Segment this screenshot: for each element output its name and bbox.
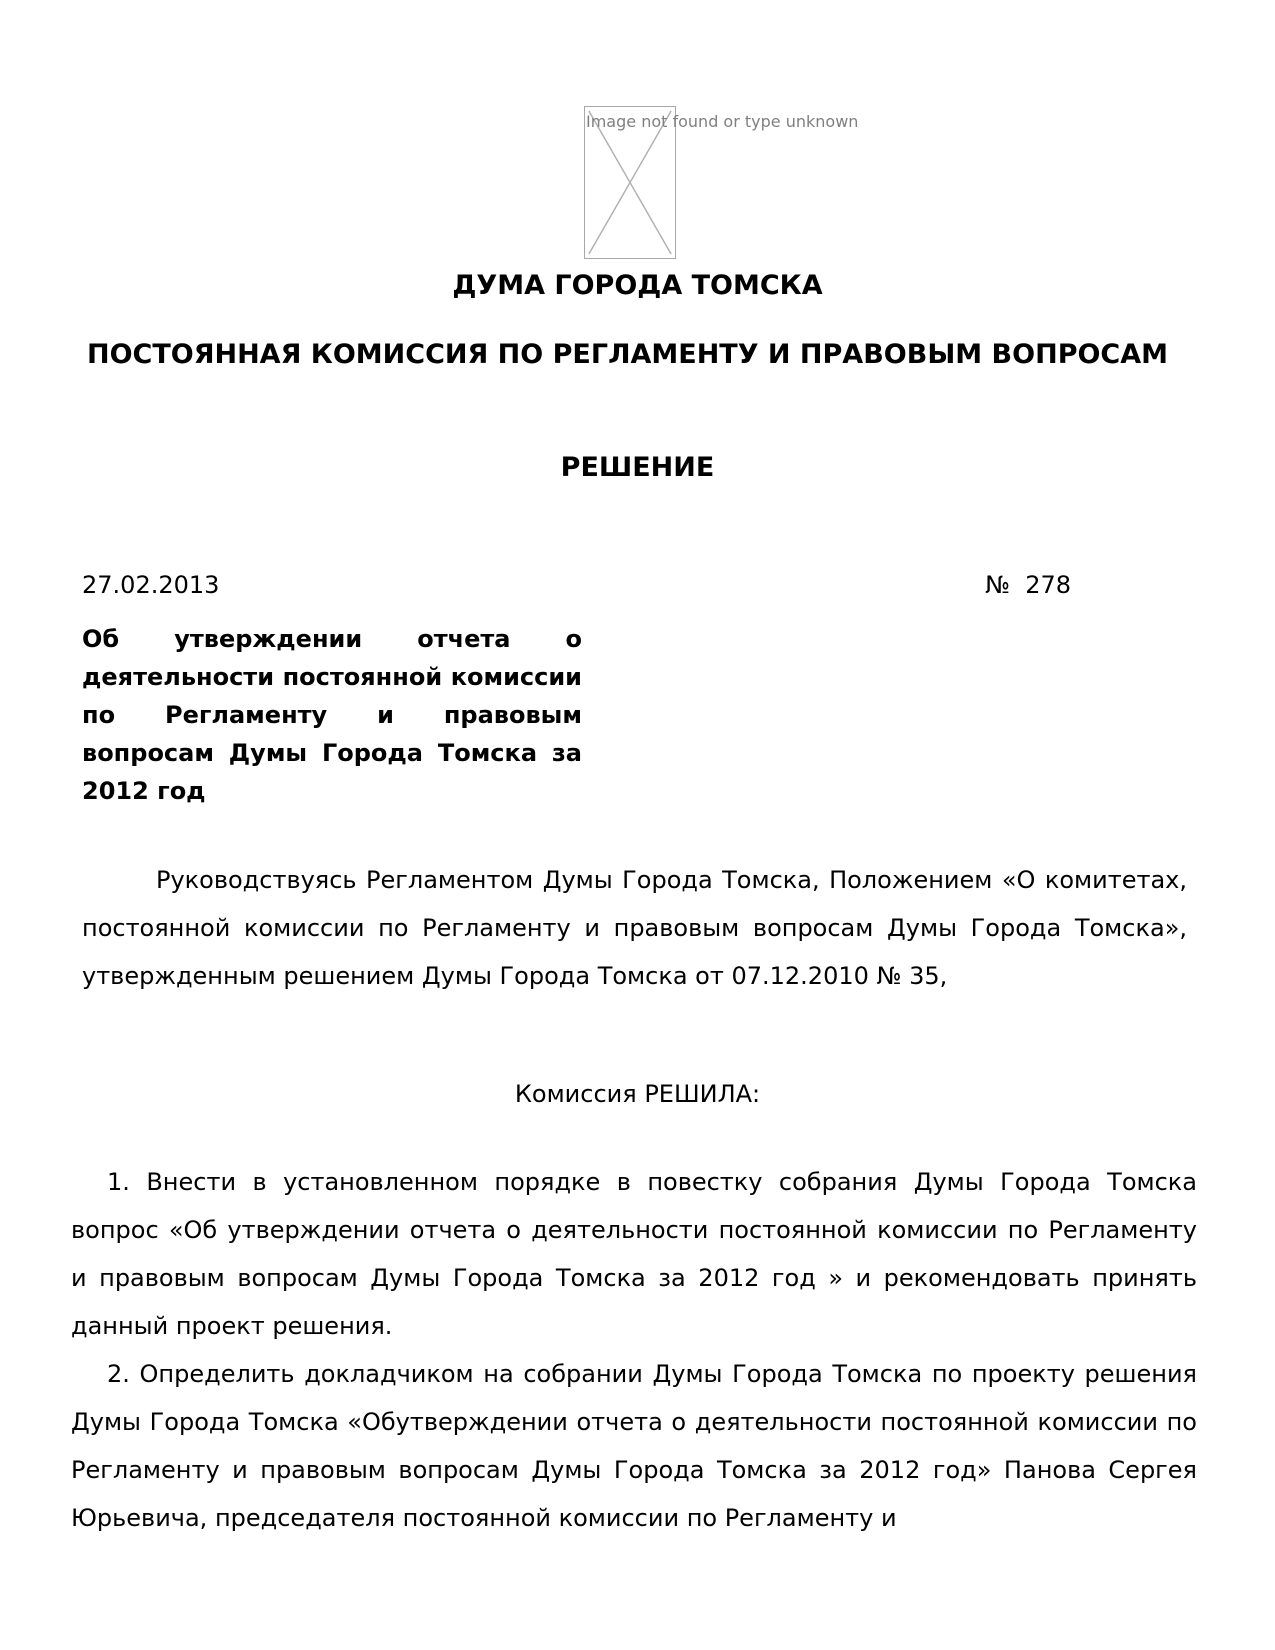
commission-title: ПОСТОЯННАЯ КОМИССИЯ ПО РЕГЛАМЕНТУ И ПРАВОВЫМ ВОПРОСАМ bbox=[86, 339, 1169, 370]
decision-item-2: 2. Определить докладчиком на собрании Думы Города Томска по проекту решения Думы Города Томска «Обутверждении отчета о деятельности постоянной комиссии по Регламенту и правовым вопросам Думы Города Томска за 2012 год» Панова Сергея Юрьевича, председателя постоянной комиссии по Регламенту и bbox=[71, 1360, 1197, 1532]
resolved-heading: Комиссия РЕШИЛА: bbox=[514, 1080, 761, 1108]
image-alt-text: Image not found or type unknown bbox=[586, 112, 859, 131]
document-type-title: РЕШЕНИЕ bbox=[560, 452, 715, 483]
decision-number: № 278 bbox=[985, 571, 1072, 599]
decision-date: 27.02.2013 bbox=[82, 571, 220, 599]
decision-item-1: 1. Внести в установленном порядке в повестку собрания Думы Города Томска вопрос «Об утверждении отчета о деятельности постоянной комиссии по Регламенту и правовым вопросам Думы Города Томска за 2012 год » и рекомендовать принять данный проект решения. bbox=[71, 1168, 1197, 1340]
organization-title: ДУМА ГОРОДА ТОМСКА bbox=[452, 270, 823, 301]
decision-items bbox=[71, 1158, 1197, 1542]
preamble-paragraph: Руководствуясь Регламентом Думы Города Томска, Положением «О комитетах, постоянной комиссии по Регламенту и правовым вопросам Думы Города Томска», утвержденным решением Думы Города Томска от 07.12.2010 № 35, bbox=[82, 866, 1187, 990]
decision-subject: Об утверждении отчета о деятельности постоянной комиссии по Регламенту и правовым вопросам Думы Города Томска за 2012 год bbox=[82, 625, 582, 805]
